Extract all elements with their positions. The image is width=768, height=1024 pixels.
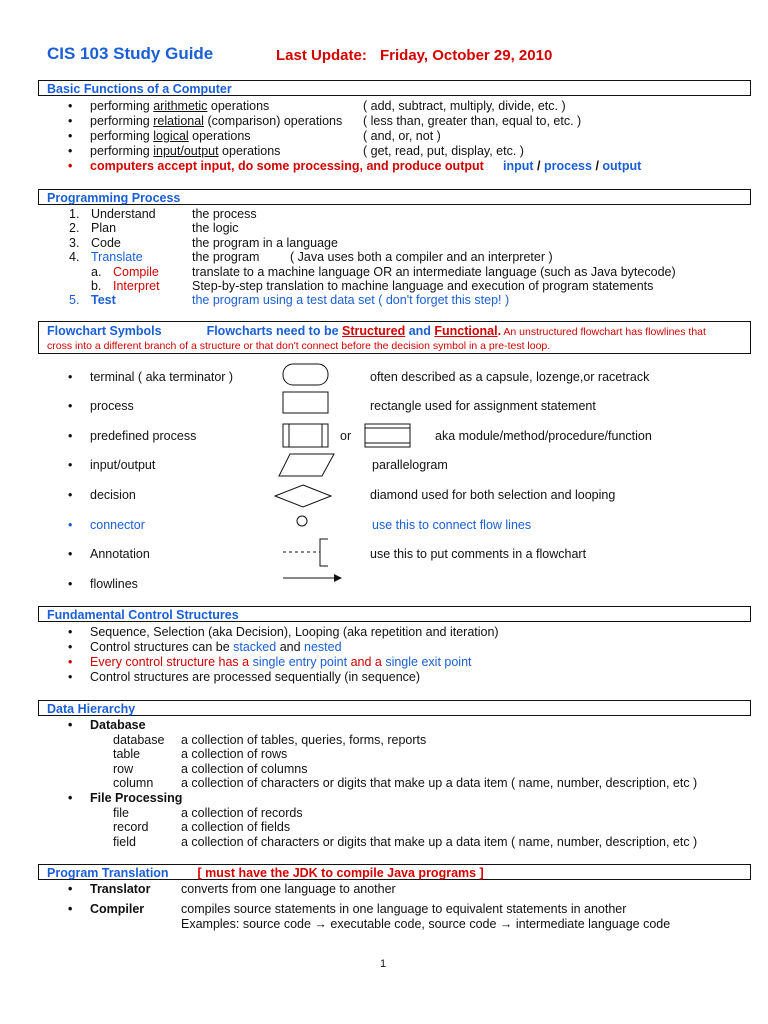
symbol-name: • connector bbox=[90, 518, 145, 532]
ipo-line bbox=[503, 159, 641, 173]
annotation-symbol bbox=[282, 538, 332, 568]
definition: a collection of records bbox=[181, 806, 303, 820]
item-term: input/output bbox=[153, 144, 219, 158]
definition: a collection of characters or digits that make up a data item ( name, number, description, etc ) bbox=[181, 835, 698, 849]
section-basic-functions: Basic Functions of a Computer bbox=[38, 80, 751, 96]
list-item: • Sequence, Selection (aka Decision), Looping (aka repetition and iteration) bbox=[90, 625, 499, 639]
item-note: ( less than, greater than, equal to, etc. ) bbox=[363, 114, 582, 128]
translator-label: • Translator bbox=[90, 882, 150, 896]
item-text: operations bbox=[218, 144, 281, 158]
item-text: and bbox=[276, 640, 305, 654]
section-control-structures: Fundamental Control Structures bbox=[38, 606, 751, 622]
flowchart-warning: An unstructured flowchart has flowlines that bbox=[501, 326, 706, 338]
symbol-desc: diamond used for both selection and looping bbox=[370, 488, 616, 502]
symbol-desc: use this to put comments in a flowchart bbox=[370, 547, 587, 561]
section-programming-process: Programming Process bbox=[38, 189, 751, 205]
entry-term: single entry point bbox=[252, 655, 348, 669]
ipo-output: output bbox=[602, 159, 642, 173]
last-update-label: Last Update: bbox=[276, 47, 367, 64]
item-text: Control structures can be bbox=[90, 640, 234, 654]
step-number: a. bbox=[91, 265, 102, 279]
symbol-desc: aka module/method/procedure/function bbox=[435, 429, 652, 443]
decision-symbol bbox=[274, 484, 334, 510]
step-name: Plan bbox=[91, 221, 117, 235]
section-title: Program Translation bbox=[47, 866, 169, 880]
connector-symbol bbox=[296, 515, 310, 529]
step-name: Translate bbox=[91, 250, 143, 264]
jdk-note: [ must have the JDK to compile Java programs ] bbox=[197, 866, 484, 880]
period: . bbox=[497, 324, 502, 338]
last-update-date: Friday, October 29, 2010 bbox=[380, 47, 553, 64]
term: file bbox=[113, 806, 129, 820]
item-text: (comparison) operations bbox=[203, 114, 343, 128]
file-processing-label: • File Processing bbox=[90, 791, 182, 805]
definition: a collection of rows bbox=[181, 747, 288, 761]
item-text: performing bbox=[90, 144, 154, 158]
ipo-separator: / bbox=[537, 159, 541, 173]
compiler-label: • Compiler bbox=[90, 902, 144, 916]
structured-term: Structured bbox=[342, 324, 406, 338]
section-flowchart-symbols bbox=[38, 321, 751, 354]
symbol-name: • flowlines bbox=[90, 577, 138, 591]
step-note: ( Java uses both a compiler and an interpreter ) bbox=[290, 250, 553, 264]
list-item: • Control structures are processed sequentially (in sequence) bbox=[90, 670, 420, 684]
item-term: arithmetic bbox=[153, 99, 208, 113]
compiler-definition: compiles source statements in one language to equivalent statements in another bbox=[181, 902, 627, 916]
step-number: 2. bbox=[69, 221, 80, 235]
predefined-process-symbol bbox=[282, 423, 330, 449]
item-note: ( get, read, put, display, etc. ) bbox=[363, 144, 524, 158]
symbol-name: • process bbox=[90, 399, 134, 413]
item-text: and a bbox=[347, 655, 386, 669]
list-item bbox=[90, 129, 251, 143]
ipo-process: process bbox=[544, 159, 592, 173]
item-term: logical bbox=[153, 129, 189, 143]
symbol-name: • decision bbox=[90, 488, 136, 502]
step-number: b. bbox=[91, 279, 102, 293]
ipo-separator: / bbox=[595, 159, 599, 173]
step-number: 3. bbox=[69, 236, 80, 250]
item-note: ( add, subtract, multiply, divide, etc. ) bbox=[363, 99, 566, 113]
term: column bbox=[113, 776, 154, 790]
symbol-name: • Annotation bbox=[90, 547, 150, 561]
section-program-translation bbox=[38, 864, 751, 880]
exit-term: single exit point bbox=[385, 655, 472, 669]
step-desc: the program in a language bbox=[192, 236, 338, 250]
compiler-examples: Examples: source code → executable code, source code → intermediate language code bbox=[181, 917, 671, 931]
translator-definition: converts from one language to another bbox=[181, 882, 396, 896]
section-title: Flowchart Symbols bbox=[47, 324, 162, 338]
process-symbol bbox=[282, 391, 330, 415]
term: field bbox=[113, 835, 136, 849]
step-name: Code bbox=[91, 236, 121, 250]
step-desc: translate to a machine language OR an intermediate language (such as Java bytecode) bbox=[192, 265, 676, 279]
or-label: or bbox=[340, 429, 352, 443]
step-number: 4. bbox=[69, 250, 80, 264]
term: record bbox=[113, 820, 149, 834]
flowchart-requirement: and bbox=[405, 324, 435, 338]
step-desc: the logic bbox=[192, 221, 239, 235]
symbol-desc: use this to connect flow lines bbox=[372, 518, 532, 532]
predefined-process-alt-symbol bbox=[364, 423, 412, 449]
item-text: performing bbox=[90, 99, 154, 113]
terminal-symbol bbox=[282, 363, 330, 387]
step-name: Interpret bbox=[113, 279, 160, 293]
item-text: performing bbox=[90, 129, 154, 143]
definition: a collection of characters or digits that make up a data item ( name, number, description, etc ) bbox=[181, 776, 698, 790]
term: database bbox=[113, 733, 165, 747]
symbol-name: • input/output bbox=[90, 458, 155, 472]
step-desc: the program using a test data set ( don't forget this step! ) bbox=[192, 293, 510, 307]
functional-term: Functional bbox=[434, 324, 498, 338]
item-term: relational bbox=[153, 114, 204, 128]
step-desc: the process bbox=[192, 207, 257, 221]
database-label: • Database bbox=[90, 718, 146, 732]
item-text: performing bbox=[90, 114, 154, 128]
symbol-desc: rectangle used for assignment statement bbox=[370, 399, 596, 413]
section-data-hierarchy: Data Hierarchy bbox=[38, 700, 751, 716]
summary-item: • computers accept input, do some processing, and produce output bbox=[90, 159, 484, 173]
list-item bbox=[90, 655, 472, 669]
list-item bbox=[90, 114, 342, 128]
list-item bbox=[90, 99, 269, 113]
flowchart-requirement: Flowcharts need to be bbox=[206, 324, 343, 338]
page-title: CIS 103 Study Guide bbox=[47, 44, 214, 63]
stacked-term: stacked bbox=[233, 640, 277, 654]
step-desc: the program bbox=[192, 250, 260, 264]
nested-term: nested bbox=[304, 640, 342, 654]
page-number: 1 bbox=[380, 958, 387, 970]
definition: a collection of tables, queries, forms, reports bbox=[181, 733, 427, 747]
flowchart-heading-line bbox=[47, 323, 742, 340]
step-name: Test bbox=[91, 293, 116, 307]
step-name: Compile bbox=[113, 265, 159, 279]
flowchart-warning: cross into a different branch of a structure or that don't connect before the decision symbol in a pre-test loop. bbox=[47, 340, 551, 352]
input-output-symbol bbox=[278, 453, 338, 479]
ipo-input: input bbox=[503, 159, 534, 173]
item-text: operations bbox=[188, 129, 251, 143]
step-number: 1. bbox=[69, 207, 80, 221]
step-desc: Step-by-step translation to machine language and execution of program statements bbox=[192, 279, 654, 293]
symbol-desc: often described as a capsule, lozenge,or racetrack bbox=[370, 370, 650, 384]
term: table bbox=[113, 747, 141, 761]
definition: a collection of fields bbox=[181, 820, 291, 834]
list-item bbox=[90, 144, 280, 158]
definition: a collection of columns bbox=[181, 762, 308, 776]
step-number: 5. bbox=[69, 293, 80, 307]
item-text: operations bbox=[207, 99, 270, 113]
term: row bbox=[113, 762, 134, 776]
flowline-arrow-symbol bbox=[282, 571, 344, 585]
item-text: Every control structure has a bbox=[90, 655, 253, 669]
list-item bbox=[90, 640, 342, 654]
symbol-desc: parallelogram bbox=[372, 458, 448, 472]
step-name: Understand bbox=[91, 207, 156, 221]
symbol-name: • predefined process bbox=[90, 429, 196, 443]
symbol-name: • terminal ( aka terminator ) bbox=[90, 370, 233, 384]
item-note: ( and, or, not ) bbox=[363, 129, 441, 143]
